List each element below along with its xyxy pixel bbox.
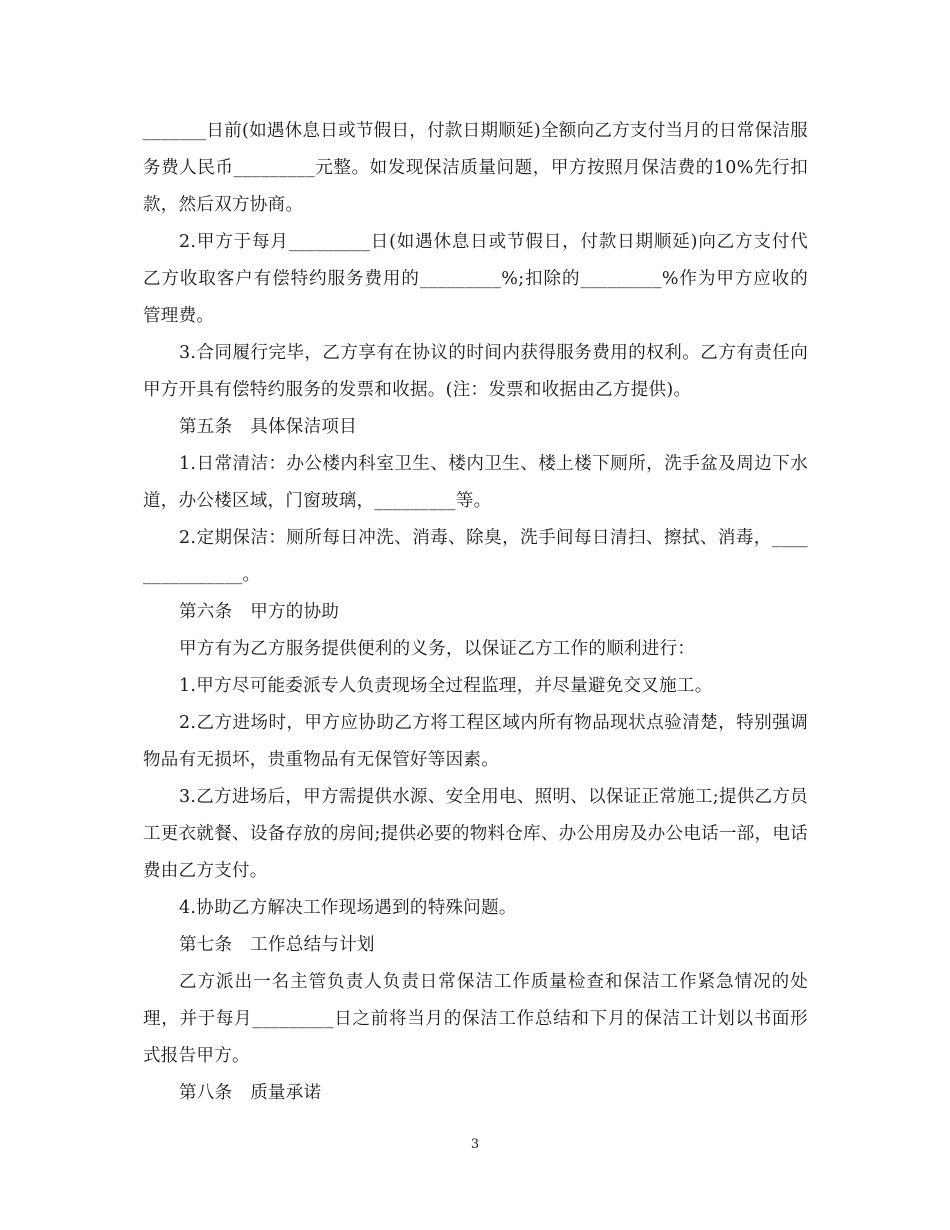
paragraph-work-summary: 乙方派出一名主管负责人负责日常保洁工作质量检查和保洁工作紧急情况的处理，并于每月_________日之前将当月的保洁工作总结和下月的保洁工计划以书面形式报告甲方。 [143, 972, 808, 1066]
document-body [143, 113, 808, 1112]
paragraph-assistance-intro: 甲方有为乙方服务提供便利的义务，以保证乙方工作的顺利进行： [179, 639, 696, 659]
paragraph-assistance-item-2: 2.乙方进场时，甲方应协助乙方将工程区域内所有物品现状点验清楚，特别强调物品有无损坏，贵重物品有无保管好等因素。 [143, 713, 808, 770]
section-heading-article-5: 第五条 具体保洁项目 [179, 417, 357, 437]
paragraph-clause-3-invoice: 3.合同履行完毕，乙方享有在协议的时间内获得服务费用的权利。乙方有责任向甲方开具有偿特约服务的发票和收据。(注：发票和收据由乙方提供)。 [143, 343, 808, 400]
paragraph-clause-2-monthly-payment: 2.甲方于每月_________日(如遇休息日或节假日，付款日期顺延)向乙方支付代乙方收取客户有偿特约服务费用的_________%;扣除的_________%作为甲方应收的管理费。 [143, 232, 808, 326]
section-heading-article-7: 第七条 工作总结与计划 [179, 935, 375, 955]
paragraph-assistance-item-1: 1.甲方尽可能委派专人负责现场全过程监理，并尽量避免交叉施工。 [179, 676, 713, 696]
paragraph-assistance-item-3: 3.乙方进场后，甲方需提供水源、安全用电、照明、以保证正常施工;提供乙方员工更衣就餐、设备存放的房间;提供必要的物料仓库、办公用房及办公电话一部，电话费由乙方支付。 [143, 787, 808, 881]
paragraph-payment-terms-continued: _______日前(如遇休息日或节假日，付款日期顺延)全额向乙方支付当月的日常保洁服务费人民币_________元整。如发现保洁质量问题，甲方按照月保洁费的10%先行扣款，然后双方协商。 [143, 121, 809, 215]
section-heading-article-8: 第八条 质量承诺 [179, 1083, 322, 1103]
paragraph-periodic-cleaning: 2.定期保洁：厕所每日冲洗、消毒、除臭，洗手间每日清扫、擦拭、消毒，_______________。 [143, 528, 808, 585]
paragraph-daily-cleaning: 1.日常清洁：办公楼内科室卫生、楼内卫生、楼上楼下厕所，洗手盆及周边下水道，办公楼区域，门窗玻璃，_________等。 [143, 454, 808, 511]
page-number: 3 [470, 1137, 480, 1152]
paragraph-assistance-item-4: 4.协助乙方解决工作现场遇到的特殊问题。 [179, 898, 517, 918]
section-heading-article-6: 第六条 甲方的协助 [179, 602, 340, 622]
